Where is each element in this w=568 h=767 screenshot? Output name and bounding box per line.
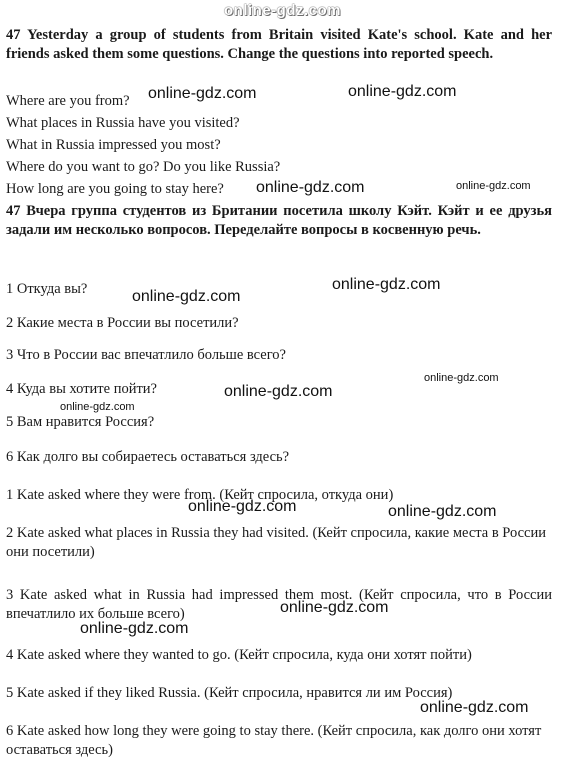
question-en-3: What in Russia impressed you most?: [6, 137, 221, 153]
watermark: online-gdz.com: [456, 180, 531, 192]
answer-1: 1 Kate asked where they were from. (Кейт спросила, откуда они): [6, 487, 394, 503]
answer-4: 4 Kate asked where they wanted to go. (Кейт спросила, куда они хотят пойти): [6, 647, 472, 663]
watermark: online-gdz.com: [132, 288, 241, 305]
watermark: online-gdz.com: [60, 401, 135, 413]
question-en-1: Where are you from?: [6, 93, 130, 109]
question-ru-6: 6 Как долго вы собираетесь оставаться здесь?: [6, 449, 290, 465]
watermark: online-gdz.com: [332, 276, 441, 293]
question-ru-4: 4 Куда вы хотите пойти?: [6, 381, 157, 397]
answer-5: 5 Kate asked if they liked Russia. (Кейт спросила, нравится ли им Россия): [6, 685, 453, 701]
answer-3: 3 Kate asked what in Russia had impressed them most. (Кейт спросила, что в России впечатлило их больше всего): [6, 587, 552, 622]
question-en-2: What places in Russia have you visited?: [6, 115, 240, 131]
watermark: online-gdz.com: [280, 599, 389, 616]
watermark: online-gdz.com: [80, 620, 189, 637]
watermark: online-gdz.com: [256, 179, 365, 196]
question-en-5: How long are you going to stay here?: [6, 181, 224, 197]
question-ru-5: 5 Вам нравится Россия?: [6, 414, 155, 430]
question-ru-1: 1 Откуда вы?: [6, 281, 88, 297]
watermark: online-gdz.com: [348, 83, 457, 100]
watermark: online-gdz.com: [188, 498, 297, 515]
question-ru-2: 2 Какие места в России вы посетили?: [6, 315, 239, 331]
answer-6: 6 Kate asked how long they were going to stay there. (Кейт спросила, как долго они хотят оставаться здесь): [6, 723, 542, 758]
question-en-4: Where do you want to go? Do you like Russia?: [6, 159, 281, 175]
watermark: online-gdz.com: [424, 372, 499, 384]
answer-2: 2 Kate asked what places in Russia they had visited. (Кейт спросила, какие места в России они посетили): [6, 525, 547, 560]
watermark: online-gdz.com: [148, 85, 257, 102]
task-heading-en: 47 Yesterday a group of students from Britain visited Kate's school. Kate and her friends asked them some questions. Change the questions into reported speech.: [6, 27, 552, 62]
task-heading-ru: 47 Вчера группа студентов из Британии посетила школу Кэйт. Кэйт и ее друзья задали им несколько вопросов. Переделайте вопросы в косвенную речь.: [6, 203, 552, 238]
watermark: online-gdz.com: [420, 699, 529, 716]
watermark: online-gdz.com: [224, 383, 333, 400]
watermark-top: online-gdz.com: [224, 2, 341, 19]
watermark: online-gdz.com: [388, 503, 497, 520]
question-ru-3: 3 Что в России вас впечатлило больше всего?: [6, 347, 286, 363]
